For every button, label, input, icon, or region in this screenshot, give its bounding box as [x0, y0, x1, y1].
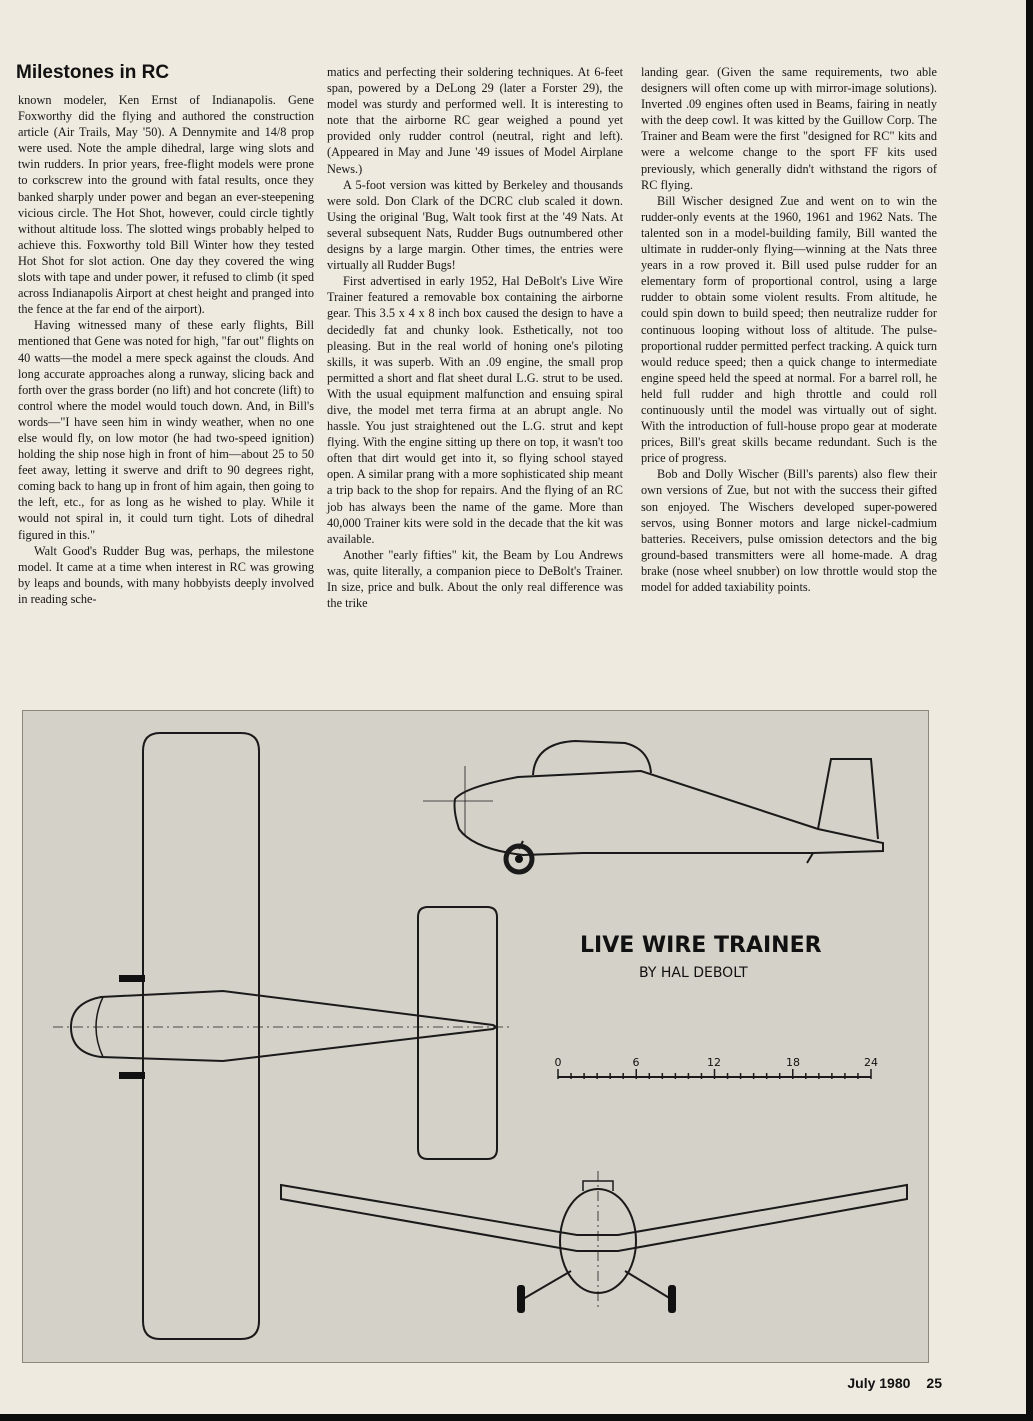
- paragraph: Bob and Dolly Wischer (Bill's parents) also flew their own versions of Zue, but not with the success their gifted son enjoyed. The Wischers developed super-powered servos, using Bonner motors and large nickel-cadmium batteries. Receivers, pulse omission detectors and the big ground-based transmitters were all home-made. A drag brake (nose wheel snubber) on low throttle would stop the model for added taxiability points.: [641, 467, 937, 594]
- paragraph: matics and perfecting their soldering techniques. At 6-feet span, powered by a DeLong 29 (later a Forster 29), the model was sturdy and performed well. It is interesting to note that the airborne RC gear weighed a pound yet provided only rudder control (neutral, right and left). (Appeared in May and June '49 issues of Model Airplane News.): [327, 65, 623, 176]
- issue-date: July 1980: [847, 1375, 911, 1391]
- side-wheel-hub: [515, 855, 523, 863]
- paragraph: landing gear. (Given the same requirements, two able designers will often come up with mirror-image solutions). Inverted .09 engines often used in Beams, fairing in neatly with the deep cowl. It was kitted by the Guillow Corp. The Trainer and Beam were the first "designed for RC" kits and were a welcome change to the sport FF kits used previously, which generally didn't withstand the rigors of RC flying.: [641, 65, 937, 192]
- front-gear-left: [523, 1271, 571, 1299]
- paragraph: Another "early fifties" kit, the Beam by Lou Andrews was, quite literally, a companion piece to DeBolt's Trainer. In size, price and bulk. About the only real difference was the trike: [327, 547, 623, 611]
- wing-tie-dowel: [119, 975, 145, 982]
- scale-label: 6: [632, 1056, 640, 1069]
- fin-outline: [818, 759, 878, 839]
- paragraph: A 5-foot version was kitted by Berkeley and thousands were sold. Don Clark of the DCRC club scaled it down. Using the original 'Bug, Walt took first at the '49 Nats. At several subsequent Nats, Rudder Bugs outnumbered other designs by a large margin. Other times, the entries were virtually all Rudder Bugs!: [327, 177, 623, 273]
- scale-label: 18: [786, 1056, 800, 1069]
- paragraph: known modeler, Ken Ernst of Indianapolis. Gene Foxworthy did the flying and authored the construction article (Air Trails, May '50). A Dennymite and 14/8 prop were used. Note the ample dihedral, large wing slots and twin rudders. In prior years, free-flight models were prone to corkscrew into the ground with fatal results, once they banked sharply under power and began an ever-steepening vicious circle. The Hot Shot, however, could circle tightly without altitude loss. The slotted wings probably helped to achieve this. Foxworthy told Bill Winter how they tested Hot Shot for slot action. One day they covered the wing slots with tape and under power, it refused to climb (it sped across Indianapolis Airport at chest height and pranged into the fence at the far end of the airport).: [18, 93, 314, 317]
- text-column-3: [641, 64, 937, 595]
- paragraph: Bill Wischer designed Zue and went on to win the rudder-only events at the 1960, 1961 and 1962 Nats. The talented son in a model-building family, Bill wanted the ultimate in rudder-only flying—winning at the Nats three years in a row proved it. Bill used pulse rudder for an elementary form of proportional control, using a large rudder to obtain some violent results. From altitude, he could spin down to build speed; then neutralize rudder for continuous looping without loss of altitude. The pulse-proportional rudder permitted perfect tracking. A quick turn would reduce speed; then a quick change to intermediate engine speed held the speed at normal. For a barrel roll, he held full rudder and high throttle and could roll continuously until the model was virtually out of sight. With the introduction of full-house propo gear at moderate prices, Bill's great skills became redundant. Such is the price of progress.: [641, 193, 937, 466]
- scale-label: 24: [864, 1056, 878, 1069]
- text-column-2: [327, 64, 623, 611]
- three-view-drawing: [22, 710, 929, 1363]
- front-wing-outline: [281, 1185, 907, 1251]
- wing-plan-outline: [143, 733, 259, 1339]
- fuselage-plan-outline: [71, 991, 496, 1061]
- paragraph: First advertised in early 1952, Hal DeBolt's Live Wire Trainer featured a removable box containing the airborne gear. This 3.5 x 4 x 8 inch box caused the design to have a decidedly fat and chunky look. Esthetically, not too pleasing. But in the real world of honing one's piloting skills, it was superb. With an .09 engine, the small prop permitted a short and flat sheet dural L.G. strut to be used. With the usual equipment malfunction and ensuing spiral dive, the model met terra firma at an abrupt angle. No hassle. You just straightened out the L.G. strut and kept flying. With the engine sitting up there on top, it wasn't too often that dirt would get into it, so flying school stayed open. A similar prang with a more sophisticated ship meant a trip back to the shop for repairs. And the flying of an RC job has always been the name of the game. More than 40,000 Trainer kits were sold in the decade that the kit was available.: [327, 274, 623, 546]
- page-footer: [847, 1375, 942, 1391]
- text-column-1: [18, 92, 314, 607]
- paragraph: Walt Good's Rudder Bug was, perhaps, the milestone model. It came at a time when interest in RC was growing by leaps and bounds, with many hobbyists deeply involved in reading sche-: [18, 543, 314, 606]
- plan-drawing-svg: [23, 711, 928, 1362]
- fuselage-side-outline: [455, 771, 884, 855]
- section-title: Milestones in RC: [16, 62, 170, 83]
- front-gear-right: [625, 1271, 671, 1299]
- scale-label: 0: [554, 1056, 562, 1069]
- page-number: 25: [926, 1375, 942, 1391]
- tailskid: [807, 853, 813, 863]
- scale-label: 12: [707, 1056, 721, 1069]
- wing-tie-dowel: [119, 1072, 145, 1079]
- paragraph: Having witnessed many of these early flights, Bill mentioned that Gene was noted for high, "far out" flights on 40 watts—the model a mere speck against the clouds. And long accurate approaches along a runway, slicing back and forth over the grass border (no lift) and hot concrete (lift) to control where the model would touch down. And, in Bill's words—"I have seen him in windy weather, when no one else would fly, on low motor (he had two-speed ignition) holding the ship nose high in front of him—about 25 to 50 feet away, letting it swerve and drift to 90 degrees right, coming back to hang up in front of him again, then going to the left, etc., for as long as he wished to play. While it would not spiral in, it could turn tight. Lots of dihedral figured in this.": [18, 318, 314, 542]
- canopy-outline: [533, 741, 651, 775]
- drawing-byline: BY HAL DEBOLT: [639, 965, 748, 981]
- front-wheel-right: [668, 1285, 676, 1313]
- front-wheel-left: [517, 1285, 525, 1313]
- drawing-title: LIVE WIRE TRAINER: [580, 933, 822, 958]
